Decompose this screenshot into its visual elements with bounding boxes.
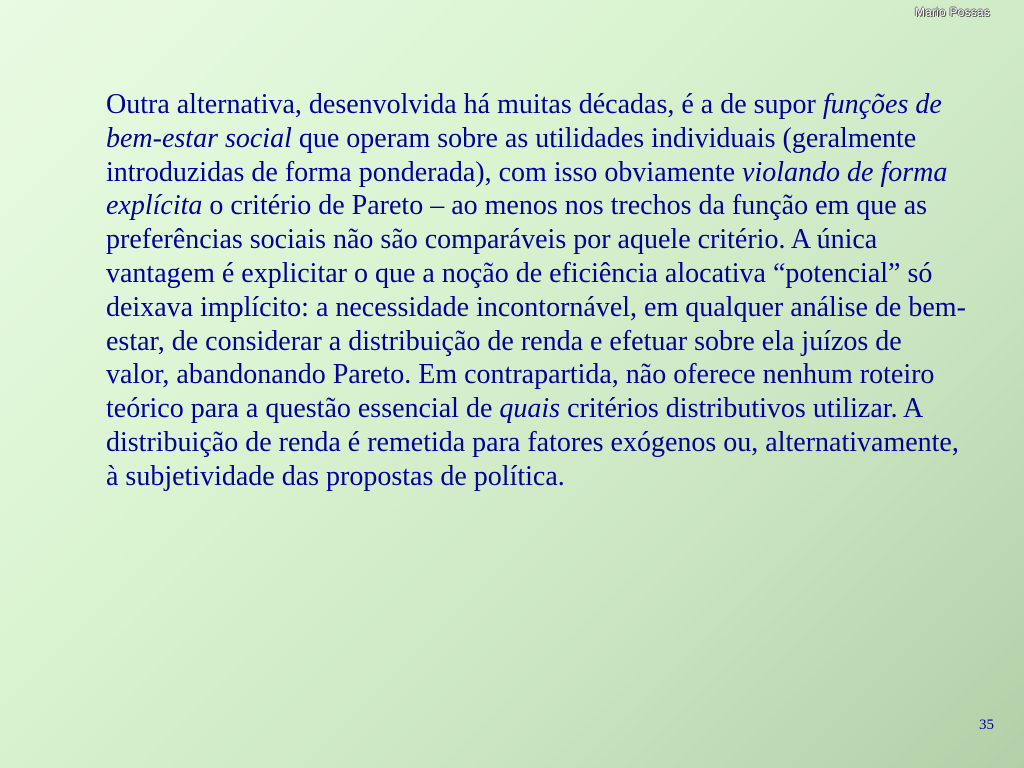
text-segment: o critério de Pareto – ao menos nos trechos da função em que as preferências sociais não são comparáveis por aquele critério. A única vantagem é explicitar o que a noção de eficiência alocativa “potencial” só deixava implícito: a necessidade incontornável, em qualquer análise de bem-estar, de considerar a distribuição de renda e efetuar sobre ela juízos de valor, abandonando Pareto. Em contrapartida, não oferece nenhum roteiro teórico para a questão essencial de [106, 190, 966, 425]
text-segment: Outra alternativa, desenvolvida há muitas décadas, é a de supor [106, 89, 823, 120]
slide-number: 35 [979, 717, 994, 733]
italic-emphasis: quais [499, 393, 561, 425]
italic-emphasis: funções de bem-estar social [106, 89, 942, 154]
text-segment: critérios distributivos utilizar. A distribuição de renda é remetida para fatores exógenos ou, alternativamente, à subjetividade das propostas de política. [106, 393, 959, 492]
text-segment: que operam sobre as utilidades individuais (geralmente introduzidas de forma ponderada), com isso obviamente [106, 122, 917, 188]
italic-emphasis: violando de forma explícita [106, 156, 948, 222]
slide-body-text [106, 88, 966, 494]
author-label: Mario Possas [914, 5, 990, 19]
